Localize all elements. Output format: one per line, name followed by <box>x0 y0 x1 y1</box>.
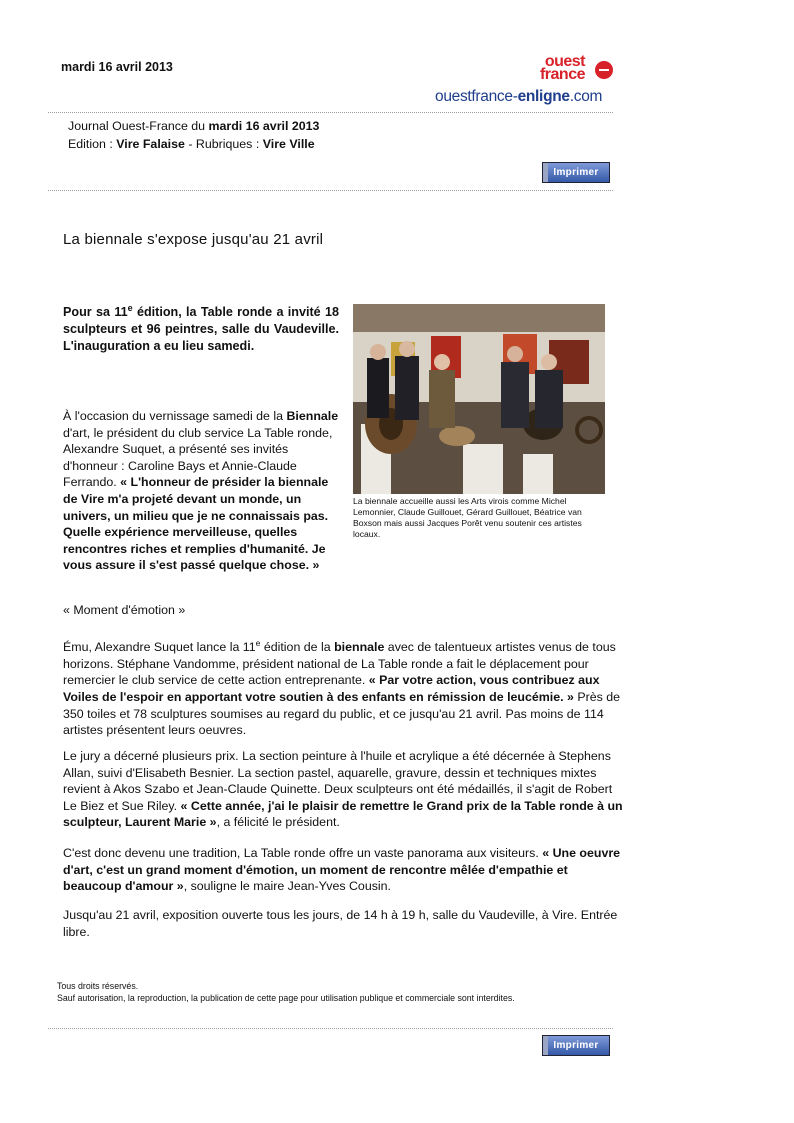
article-photo <box>353 304 605 494</box>
edition-line: Edition : Vire Falaise - Rubriques : Vire Ville <box>68 137 315 151</box>
photo-caption: La biennale accueille aussi les Arts virois comme Michel Lemonnier, Claude Guillouet, Gérard Guillouet, Béatrice van Boxson mais aussi Jacques Porêt venu soutenir ces artistes locaux. <box>353 496 582 539</box>
paragraph-3: Le jury a décerné plusieurs prix. La section peinture à l'huile et acrylique a été décernée à Stephens Allan, suivi d'Elisabeth Besnier. La section pastel, aquarelle, gravure, dessin et techniques mixtes revient à Akos Szabo et Jean-Claude Quinette. Deux sculpteurs ont été médaillés, il s'agit de Robert Le Biez et Sue Riley. « Cette année, j'ai le plaisir de remettre le Grand prix de la Table ronde à un sculpteur, Laurent Marie », a félicité le président. <box>63 749 623 830</box>
paragraph-4: C'est donc devenu une tradition, La Table ronde offre un vaste panorama aux visiteurs. « Une oeuvre d'art, c'est un grand moment d'émotion, un moment de rencontre mêlée d'empathie et beaucoup d'amour », souligne le maire Jean-Yves Cousin. <box>63 846 621 894</box>
ouest-france-logo[interactable] <box>435 55 615 107</box>
print-button[interactable]: Imprimer <box>542 162 610 183</box>
logo-circle-icon <box>595 61 613 79</box>
article-title: La biennale s'expose jusqu'au 21 avril <box>63 231 324 248</box>
print-button-bottom[interactable]: Imprimer <box>542 1035 610 1056</box>
article-lead: Pour sa 11e édition, la Table ronde a invité 18 sculpteurs et 96 peintres, salle du Vaudeville. L'inauguration a eu lieu samedi. <box>63 303 339 354</box>
copyright-notice: Tous droits réservés. Sauf autorisation, la reproduction, la publication de cette page pour utilisation publique et commerciale sont interdites. <box>57 981 515 1003</box>
logo-site-name: ouestfrance-enligne.com <box>435 88 603 105</box>
section-subhead: « Moment d'émotion » <box>63 603 186 617</box>
divider <box>48 112 613 113</box>
logo-wordmark: ouest france <box>539 53 585 83</box>
paragraph-1: À l'occasion du vernissage samedi de la Biennale d'art, le président du club service La Table ronde, Alexandre Suquet, a présenté ses invités d'honneur : Caroline Bays et Annie-Claude Ferrando. « L'honneur de présider la biennale de Vire m'a projeté devant un monde, un univers, un milieu que je ne connaissais pas. Quelle expérience merveilleuse, quelles rencontres riches et remplies d'humanité. Je vous assure il s'est passé quelque chose. » <box>63 409 339 573</box>
divider <box>48 1028 613 1029</box>
paragraph-5: Jusqu'au 21 avril, exposition ouverte tous les jours, de 14 h à 19 h, salle du Vaudeville, à Vire. Entrée libre. <box>63 908 618 939</box>
page-date: mardi 16 avril 2013 <box>61 60 173 74</box>
paragraph-2: Ému, Alexandre Suquet lance la 11e édition de la biennale avec de talentueux artistes venus de tous horizons. Stéphane Vandomme, président national de La Table ronde a fait le déplacement pour remercier le club service de cette action entreprenante. « Par votre action, vous contribuez aux Voiles de l'espoir en apportant votre soutien à des enfants en rémission de leucémie. » Près de 350 toiles et 78 sculptures soumises au regard du public, et ce jusqu'au 21 avril. Pas moins de 114 artistes présentent leurs oeuvres. <box>63 638 621 738</box>
divider <box>48 190 613 191</box>
journal-line: Journal Ouest-France du mardi 16 avril 2013 <box>68 119 320 133</box>
